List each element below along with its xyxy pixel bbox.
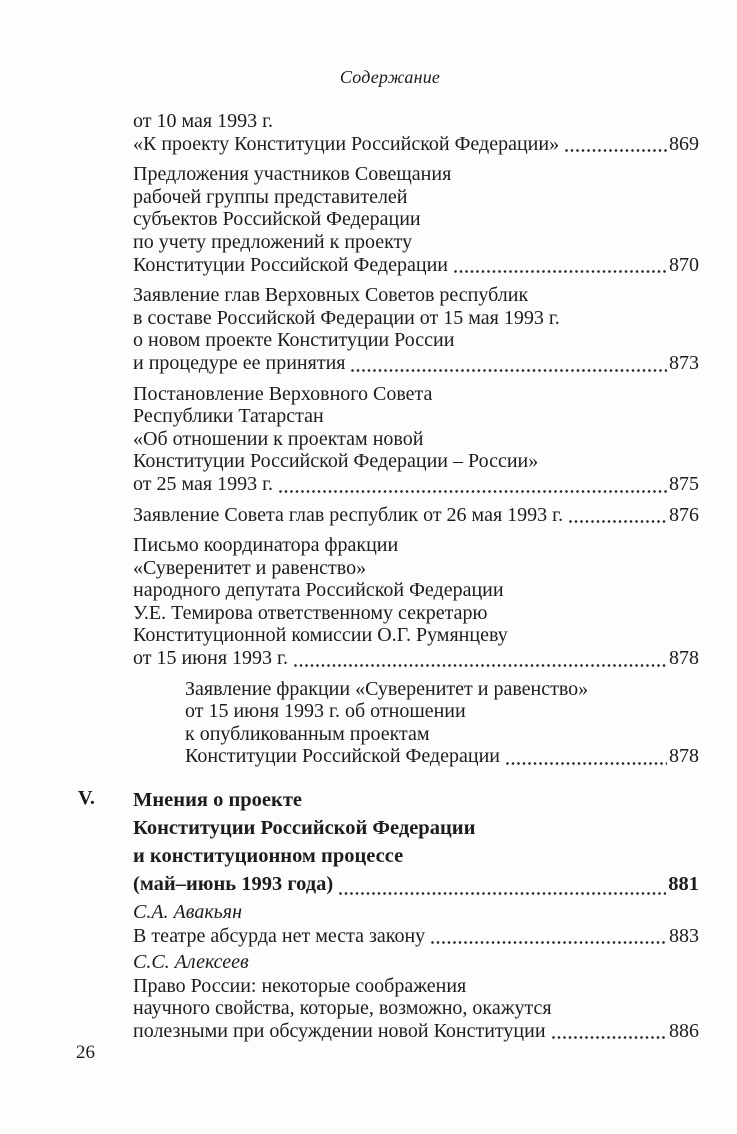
entry-line: У.Е. Темирова ответственному секретарю xyxy=(133,601,488,624)
author-name: С.С. Алексеев xyxy=(133,951,249,974)
page-number: 883 xyxy=(669,924,699,947)
toc-entry xyxy=(133,110,699,155)
page-number: 875 xyxy=(669,472,699,495)
dot-leader xyxy=(559,133,669,156)
section-title-line: Конституции Российской Федерации xyxy=(133,817,476,840)
toc-list xyxy=(78,110,699,1046)
dot-leader xyxy=(288,647,669,670)
entry-last-line xyxy=(133,254,699,277)
entry-line: Республики Татарстан xyxy=(133,405,324,428)
page-number: 869 xyxy=(669,132,699,155)
entry-line: от 25 мая 1993 г. xyxy=(133,472,274,495)
entry-line: от 15 июня 1993 г. об отношении xyxy=(185,700,466,723)
entry-line: Конституции Российской Федерации xyxy=(185,745,500,768)
entry-last-line xyxy=(133,925,699,948)
page-number: 870 xyxy=(669,253,699,276)
entry-last-line xyxy=(185,745,699,768)
entry-last-line xyxy=(133,133,699,156)
entry-line: Конституции Российской Федерации xyxy=(133,253,448,276)
entry-line: Право России: некоторые соображения xyxy=(133,974,467,997)
dot-leader xyxy=(345,352,669,375)
entry-line: к опубликованным проектам xyxy=(185,722,430,745)
section-title-line: и конституционном процессе xyxy=(133,845,404,868)
dot-leader xyxy=(500,745,669,768)
dot-leader xyxy=(448,254,669,277)
toc-entry xyxy=(133,284,699,374)
entry-line: народного депутата Российской Федерации xyxy=(133,579,504,602)
entry-line: от 10 мая 1993 г. xyxy=(133,110,274,132)
dot-leader xyxy=(333,870,668,898)
author-entry xyxy=(133,901,699,947)
entry-last-line xyxy=(133,504,699,527)
entry-line: «Об отношении к проектам новой xyxy=(133,427,424,450)
entry-line: в составе Российской Федерации от 15 мая 1993 г. xyxy=(133,306,560,329)
entry-last-line xyxy=(133,352,699,375)
section-heading-v xyxy=(78,786,699,898)
entry-line: от 15 июня 1993 г. xyxy=(133,647,288,670)
author-entry xyxy=(133,951,699,1042)
entry-line: «Суверенитет и равенство» xyxy=(133,556,367,579)
author-name: С.А. Авакьян xyxy=(133,901,242,924)
entry-line: и процедуре ее принятия xyxy=(133,351,346,374)
page-number: 876 xyxy=(669,503,699,526)
page-number: 878 xyxy=(669,647,699,670)
entry-line: Предложения участников Совещания xyxy=(133,163,452,186)
toc-entry xyxy=(133,504,699,527)
entry-line: о новом проекте Конституции России xyxy=(133,329,455,352)
page-number: 886 xyxy=(669,1019,699,1042)
page-number: 878 xyxy=(669,745,699,768)
entry-line: по учету предложений к проекту xyxy=(133,230,413,253)
entry-line: В театре абсурда нет места закону xyxy=(133,924,426,947)
toc-sub-entry xyxy=(133,678,699,768)
entry-line: Конституционной комиссии О.Г. Румянцеву xyxy=(133,624,508,647)
toc-entry xyxy=(133,163,699,276)
running-head-title: Содержание xyxy=(339,67,441,87)
page-number: 881 xyxy=(668,873,699,896)
page-number: 873 xyxy=(669,351,699,374)
section-title-line: (май–июнь 1993 года) xyxy=(133,873,334,896)
entry-last-line xyxy=(133,1020,699,1043)
entry-last-line xyxy=(133,473,699,496)
entry-line: субъектов Российской Федерации xyxy=(133,208,421,231)
entry-line: рабочей группы представителей xyxy=(133,185,408,208)
entry-last-line xyxy=(133,647,699,670)
entry-line: Письмо координатора фракции xyxy=(133,534,399,557)
entry-line: научного свойства, которые, возможно, окажутся xyxy=(133,997,552,1020)
entry-line: «К проекту Конституции Российской Федерации» xyxy=(133,132,560,155)
entry-line: Заявление глав Верховных Советов республик xyxy=(133,284,529,307)
toc-entry xyxy=(133,383,699,496)
section-last-line xyxy=(133,870,699,898)
entry-line: Заявление фракции «Суверенитет и равенство» xyxy=(185,677,589,700)
toc-entry xyxy=(133,534,699,670)
section-title-line: Мнения о проекте xyxy=(133,789,303,812)
entry-line: Заявление Совета глав республик от 26 мая 1993 г. xyxy=(133,503,564,526)
dot-leader xyxy=(425,925,669,948)
folio-page-number: 26 xyxy=(76,1042,95,1063)
entry-line: полезными при обсуждении новой Конституции xyxy=(133,1019,546,1042)
dot-leader xyxy=(563,504,669,527)
dot-leader xyxy=(273,473,669,496)
entry-line: Постановление Верховного Совета xyxy=(133,382,433,405)
dot-leader xyxy=(546,1020,669,1043)
entry-line: Конституции Российской Федерации – России» xyxy=(133,450,539,473)
section-numeral: V. xyxy=(78,787,95,810)
